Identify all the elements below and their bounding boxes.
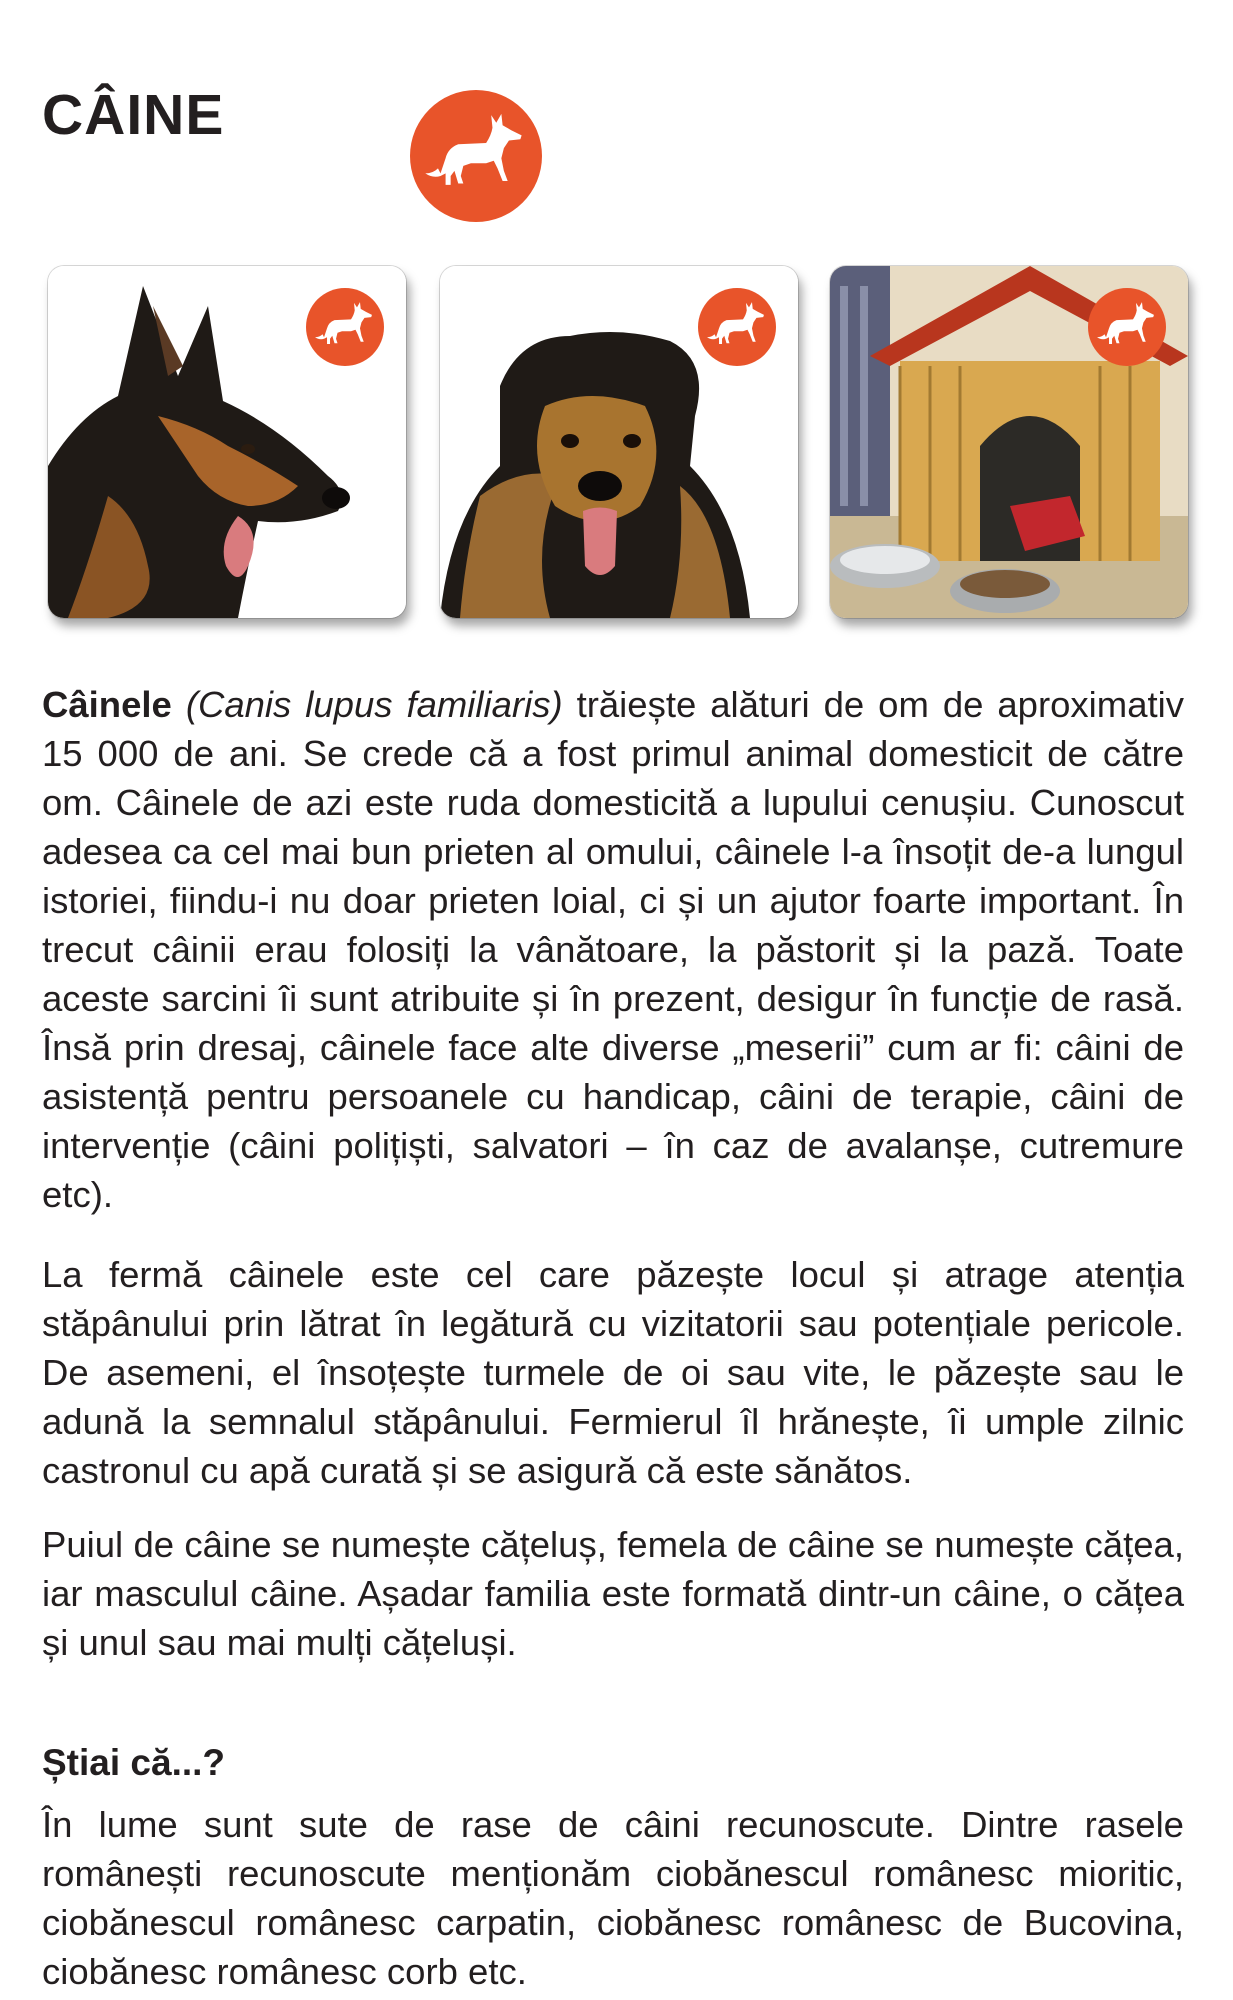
card-puppy-front bbox=[440, 266, 798, 618]
page-title: CÂINE bbox=[42, 83, 225, 147]
scientific-name: (Canis lupus familiaris) bbox=[185, 684, 563, 725]
intro-paragraph bbox=[42, 680, 1184, 1219]
dog-badge-icon bbox=[410, 90, 542, 222]
did-you-know-text: În lume sunt sute de rase de câini recunoscute. Dintre rasele românești recunoscute menționăm ciobănescul românesc mioritic, ciobănescul românesc carpatin, ciobănesc românesc de Bucovina, ciobănesc românesc corb etc. bbox=[42, 1804, 1184, 1992]
image-cards bbox=[48, 266, 1188, 626]
intro-lead: Câinele bbox=[42, 684, 172, 725]
dog-badge-icon bbox=[306, 288, 384, 366]
intro-text: trăiește alături de om de aproximativ 15 000 de ani. Se crede că a fost primul animal domesticit de către om. Câinele de azi este ruda domesticită a lupului cenușiu. Cunoscut adesea ca cel mai bun prieten al omului, câinele l-a însoțit de-a lungul istoriei, fiindu-i nu doar prieten loial, ci și un ajutor foarte important. În trecut câinii erau folosiți la vânătoare, la păstorit și la pază. Toate aceste sarcini îi sunt atribuite și în prezent, desigur în funcție de rasă. Însă prin dresaj, câinele face alte diverse „meserii” cum ar fi: câini de asistență pentru persoanele cu handicap, câini de terapie, câini de intervenție (câini polițiști, salvatori – în caz de avalanșe, cutremure etc). bbox=[42, 684, 1184, 1215]
card-dog-kennel bbox=[830, 266, 1188, 618]
dog-badge-icon bbox=[698, 288, 776, 366]
dog-badge-icon bbox=[1088, 288, 1166, 366]
card-dog-profile bbox=[48, 266, 406, 618]
farm-paragraph: La fermă câinele este cel care păzește locul și atrage atenția stăpânului prin lătrat în legătură cu vizitatorii sau potențiale pericole. De asemeni, el însoțește turmele de oi sau vite, le păzește sau le adună la semnalul stăpânului. Fermierul îl hrănește, îi umple zilnic castronul cu apă curată și se asigură că este sănătos. bbox=[42, 1254, 1184, 1491]
family-paragraph: Puiul de câine se numește cățeluș, femela de câine se numește cățea, iar masculul câine. Așadar familia este formată dintr-un câine, o cățea și unul sau mai mulți cățeluși. bbox=[42, 1524, 1184, 1663]
did-you-know-heading: Știai că...? bbox=[42, 1742, 226, 1783]
